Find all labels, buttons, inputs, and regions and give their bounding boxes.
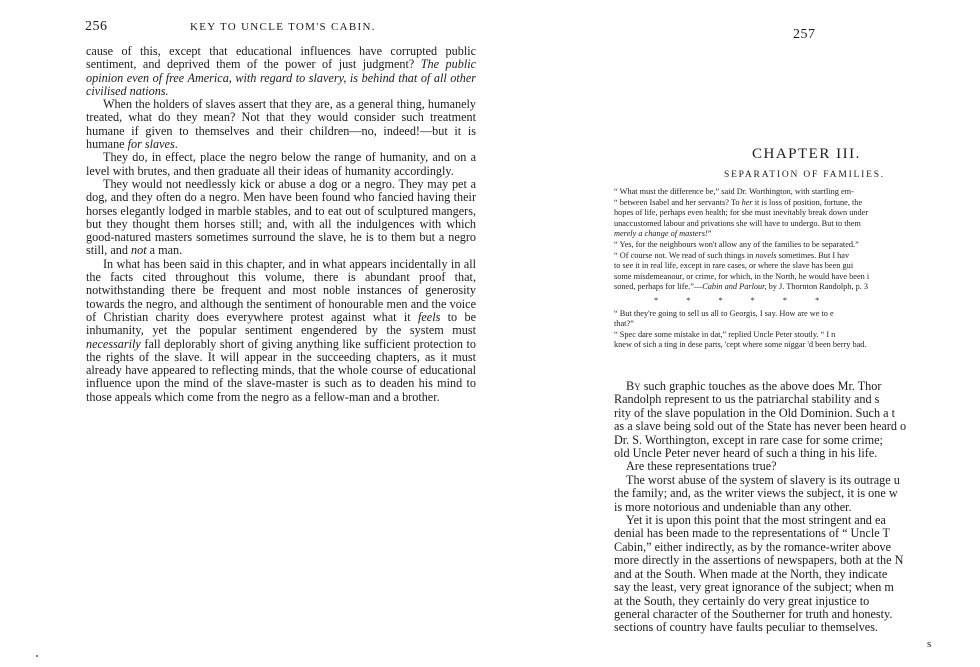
quote-line <box>614 261 980 272</box>
line-text: sections of country have faults peculiar to themselves. <box>614 620 878 635</box>
quote-line <box>614 282 980 293</box>
line-text: and at the South. When made at the North, they indicate <box>614 566 888 581</box>
body-line <box>614 514 980 527</box>
right-page <box>490 0 980 667</box>
paper-speck <box>36 655 38 657</box>
line-text: the family; and, as the writer views the subject, it is one w <box>614 486 898 501</box>
line-text: more directly in the assertions of newspapers, both at the N <box>614 553 904 568</box>
quote-line <box>614 340 980 351</box>
left-body-text <box>86 45 476 404</box>
line-text: rity of the slave population in the Old Dominion. Such a t <box>614 405 895 420</box>
body-line <box>614 554 980 567</box>
italic-text: Cabin and Parlour, <box>702 282 767 292</box>
text-run: some misdemeanour, or crime, for which, in the North, he would have been i <box>614 271 870 281</box>
text-run: soned, perhaps for life.”— <box>614 282 703 292</box>
text-run: ” <box>707 229 712 239</box>
line-text: as a slave being sold out of the State has never been heard o <box>614 419 907 434</box>
body-line <box>614 447 980 460</box>
chapter-title: SEPARATION OF FAMILIES. <box>724 170 885 180</box>
paragraph <box>86 98 476 151</box>
right-page-number: 257 <box>793 27 816 42</box>
text-run: unaccustomed labour and privations she will have to undergo. But to them <box>614 218 861 228</box>
text-run: to be inhumanity, yet the popular sentiment engendered by the system must <box>86 309 476 338</box>
paragraph <box>86 178 476 258</box>
line-text: general character of the Southerner for truth and honesty. <box>614 606 893 621</box>
paragraph <box>86 258 476 404</box>
paragraph <box>86 151 476 178</box>
body-line <box>614 474 980 487</box>
text-run: it is loss of position, fortune, the <box>752 197 863 207</box>
paragraph <box>86 45 476 98</box>
line-text: denial has been made to the representations of “ Uncle T <box>614 526 890 541</box>
quote-line <box>614 309 980 320</box>
section-stars: * * * * * * <box>654 295 820 305</box>
quote-line <box>614 208 980 219</box>
body-line <box>614 527 980 540</box>
body-line <box>614 407 980 420</box>
text-run: “ But they're going to sell us all to Georgis, I say. How are we to e <box>614 308 834 318</box>
epigraph-quote <box>614 187 980 351</box>
italic-text: novels <box>755 250 777 260</box>
line-text: at the South, they certainly do very great injustice to <box>614 593 870 608</box>
body-line <box>614 434 980 447</box>
quote-line <box>614 272 980 283</box>
quote-line <box>614 187 980 198</box>
italic-text: feels <box>418 309 441 324</box>
italic-text: her <box>741 197 753 207</box>
line-text: The worst abuse of the system of slavery is its outrage u <box>626 472 900 487</box>
line-text: old Uncle Peter never heard of such a thing in his life. <box>614 446 878 461</box>
body-line <box>614 380 980 393</box>
body-line <box>614 595 980 608</box>
text-run: When the holders of slaves assert that they are, as a general thing, humanely treated, what do they mean? Not that they would consider such treatment humane if given to themselves and their children—no, indeed!—but it is humane <box>86 97 476 152</box>
line-text: Yet it is upon this point that the most stringent and ea <box>626 513 886 528</box>
quote-line <box>614 251 980 262</box>
text-run: “ Yes, for the neighbours won't allow any of the families to be separated.” <box>614 239 859 249</box>
text-run: sometimes. But I hav <box>776 250 850 260</box>
text-run: They do, in effect, place the negro below the range of humanity, and on a level with brutes, and then graduate all their ideas of humanity accordingly. <box>86 150 476 178</box>
body-line <box>614 608 980 621</box>
chapter-heading: CHAPTER III. <box>752 146 861 162</box>
quote-line <box>614 219 980 230</box>
signature-mark: s <box>927 638 932 650</box>
text-run: knew of sich a ting in dese parts, 'cept where some niggar 'd been berry bad. <box>614 340 867 350</box>
text-run: “ between Isabel and her servants? To <box>614 197 742 207</box>
quote-line <box>614 198 980 209</box>
text-run: “ Of course not. We read of such things in <box>614 250 756 260</box>
text-run: In what has been said in this chapter, and in what appears incidentally in all the facts cited throughout this volume, there is abundant proof that, notwithstanding there be frequent and most noble instances of generosity towards the negro, and although the sentiment of honourable men and the voice of Christian charity does everywhere protest against what it <box>86 256 476 324</box>
body-line <box>614 393 980 406</box>
quote-line <box>614 330 980 341</box>
text-run: . <box>174 137 178 152</box>
text-run: by J. Thornton Randolph, p. 3 <box>766 282 869 292</box>
quote-line <box>614 229 980 240</box>
body-line <box>614 487 980 500</box>
text-run: to see it in real life, except in rare cases, or where the slave has been gui <box>614 261 854 271</box>
italic-text: merely a change of masters! <box>614 229 708 239</box>
italic-text: for slaves <box>127 137 175 152</box>
text-run: They would not needlessly kick or abuse a dog or a negro. They may pet a dog, and they often do a negro. Men have been found who fancied having their horses elegantly lodged in marble stables, and to eat out of sculptured mangers, but they thought them horses still; and, with all the indulgences with which good-natured masters sometimes surround the slave, he is to them but a negro still, and <box>86 176 476 258</box>
line-text: is more notorious and undeniable than any other. <box>614 499 852 514</box>
text-run: hopes of life, perhaps even health; for she must inevitably break down under <box>614 208 869 218</box>
italic-text: necessarily <box>86 336 141 351</box>
line-text: Dr. S. Worthington, except in rare case for some crime; <box>614 432 883 447</box>
text-run: “ What must the difference be,” said Dr. Worthington, with startling em- <box>614 187 854 196</box>
line-text: Cabin,” either indirectly, as by the romance-writer above <box>614 539 892 554</box>
text-run: a man. <box>146 243 183 258</box>
small-caps-opening: By <box>626 379 641 393</box>
left-page-number: 256 <box>85 19 108 34</box>
text-run: that?” <box>614 319 634 329</box>
line-text: Are these representations true? <box>626 459 777 474</box>
text-run: fall deplorably short of giving anything like sufficient protection to the rights of the slave. It will appear in the succeeding chapters, as it must already have appeared to reflecting minds, that the whole course of educational influence upon the mind of the slave-master is such as to deaden his mind to those appeals which come from the negro as a fellow-man and a brother. <box>86 336 476 404</box>
line-text: Randolph represent to us the patriarchal stability and s <box>614 392 880 407</box>
line-text: say the least, very great ignorance of the subject; when m <box>614 580 894 595</box>
quote-line <box>614 319 980 330</box>
body-line <box>614 581 980 594</box>
running-head: KEY TO UNCLE TOM'S CABIN. <box>190 21 376 33</box>
body-line <box>614 501 980 514</box>
body-line <box>614 460 980 473</box>
right-body-text <box>614 380 980 635</box>
body-line <box>614 621 980 634</box>
quote-line <box>614 240 980 251</box>
italic-text: not <box>131 243 147 258</box>
text-run: “ Spec dare some mistake in dat,” replied Uncle Peter stoutly. “ I n <box>614 329 836 339</box>
body-line <box>614 541 980 554</box>
body-line <box>614 568 980 581</box>
line-text: such graphic touches as the above does Mr. Thor <box>640 379 882 393</box>
italic-text: The public opinion even of free America, with regard to slavery, is behind that of all other civilised nations. <box>86 57 476 98</box>
text-run: cause of this, except that educational influences have corrupted public sentiment, and deprived them of the power of just judgment? <box>86 44 476 72</box>
body-line <box>614 420 980 433</box>
